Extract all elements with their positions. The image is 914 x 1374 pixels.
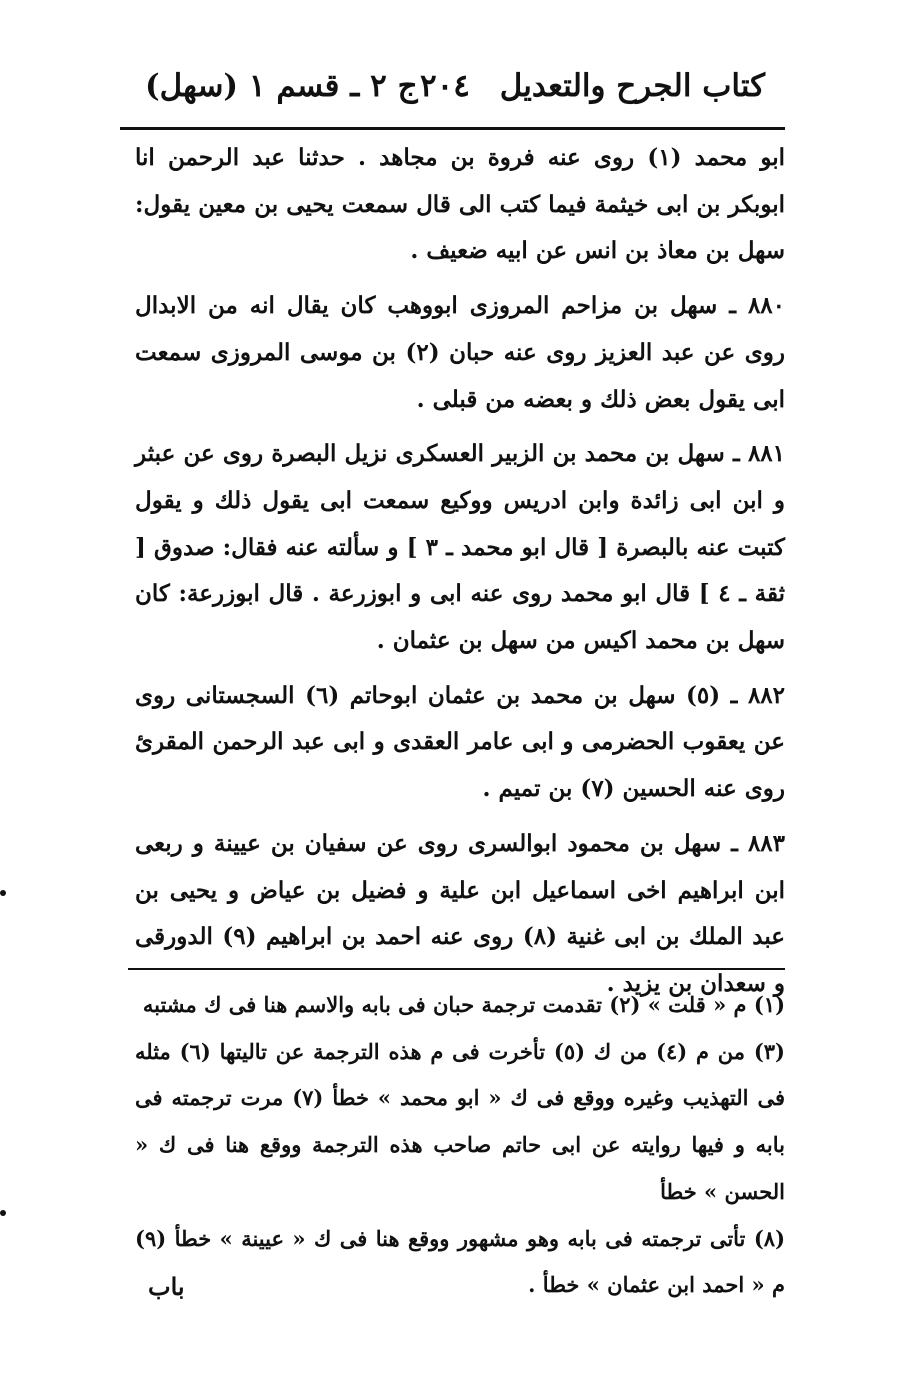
scan-speck xyxy=(0,1210,6,1216)
entry-880: ٨٨٠ ـ سهل بن مزاحم المروزى ابووهب كان يقال انه من الابدال روى عن عبد العزيز روى عنه حبان (٢) بن موسى المروزى سمعت ابى يقول بعض ذلك و بعضه من قبلى . xyxy=(135,292,785,413)
entry-881: ٨٨١ ـ سهل بن محمد بن الزبير العسكرى نزيل البصرة روى عن عبثر و ابن ابى زائدة وابن ادريس ووكيع سمعت ابى يقول ذلك و يقول كتبت عنه بالبصرة [ قال ابو محمد ـ ٣ ] و سألته عنه فقال: صدوق [ ثقة ـ ٤ ] قال ابو محمد روى عنه ابى و ابوزرعة . قال ابوزرعة: كان سهل بن محمد اكيس من سهل بن عثمان . xyxy=(135,440,785,655)
footnote-line: (١) م « قلت » (٢) تقدمت ترجمة حبان فى بابه والاسم هنا فى ك مشتبه xyxy=(142,992,785,1017)
section-label: (سهل) ج ٢ ـ قسم ١ xyxy=(145,68,418,104)
scan-speck xyxy=(0,890,6,896)
entry-882: ٨٨٢ ـ (٥) سهل بن محمد بن عثمان ابوحاتم (٦) السجستانى روى عن يعقوب الحضرمى و ابى عامر العقدى و ابى عبد الرحمن المقرئ روى عنه الحسين (٧) بن تميم . xyxy=(135,681,786,803)
entry-883: ٨٨٣ ـ سهل بن محمود ابوالسرى روى عن سفيان بن عيينة و ربعى ابن ابراهيم اخى اسماعيل ابن علية و فضيل بن عياض و يحيى بن عبد الملك بن ابى غنية (٨) روى عنه احمد بن ابراهيم (٩) الدورقى و سعدان بن يزيد . xyxy=(135,829,785,997)
footnote-rule xyxy=(128,968,785,970)
footnote-line: (٨) تأتى ترجمته فى بابه وهو مشهور ووقع هنا فى ك « عيينة » خطأ (٩) م « احمد ابن عثمان » خطأ . xyxy=(135,1225,785,1298)
book-title: كتاب الجرح والتعديل xyxy=(499,68,765,104)
entry-879-continuation: ابو محمد (١) روى عنه فروة بن مجاهد . حدثنا عبد الرحمن انا ابوبكر بن ابى خيثمة فيما كتب الى قال سمعت يحيى بن معين يقول: سهل بن معاذ بن انس عن ابيه ضعيف . xyxy=(135,144,786,265)
footnote-line: (٣) من م (٤) من ك (٥) تأخرت فى م هذه الترجمة عن تاليتها (٦) مثله فى التهذيب وغيره ووقع فى ك « ابو محمد » خطأ (٧) مرت ترجمته فى بابه و فيها روايته عن ابى حاتم صاحب هذه الترجمة ووقع هنا فى ك « الحسن » خطأ xyxy=(135,1038,786,1204)
next-section-catchword: باب xyxy=(148,1272,185,1301)
header-rule xyxy=(120,127,785,130)
page-number: ٢٠٤ xyxy=(420,68,470,104)
main-text xyxy=(135,135,785,1016)
footnotes xyxy=(135,982,785,1309)
page-header xyxy=(120,62,785,120)
